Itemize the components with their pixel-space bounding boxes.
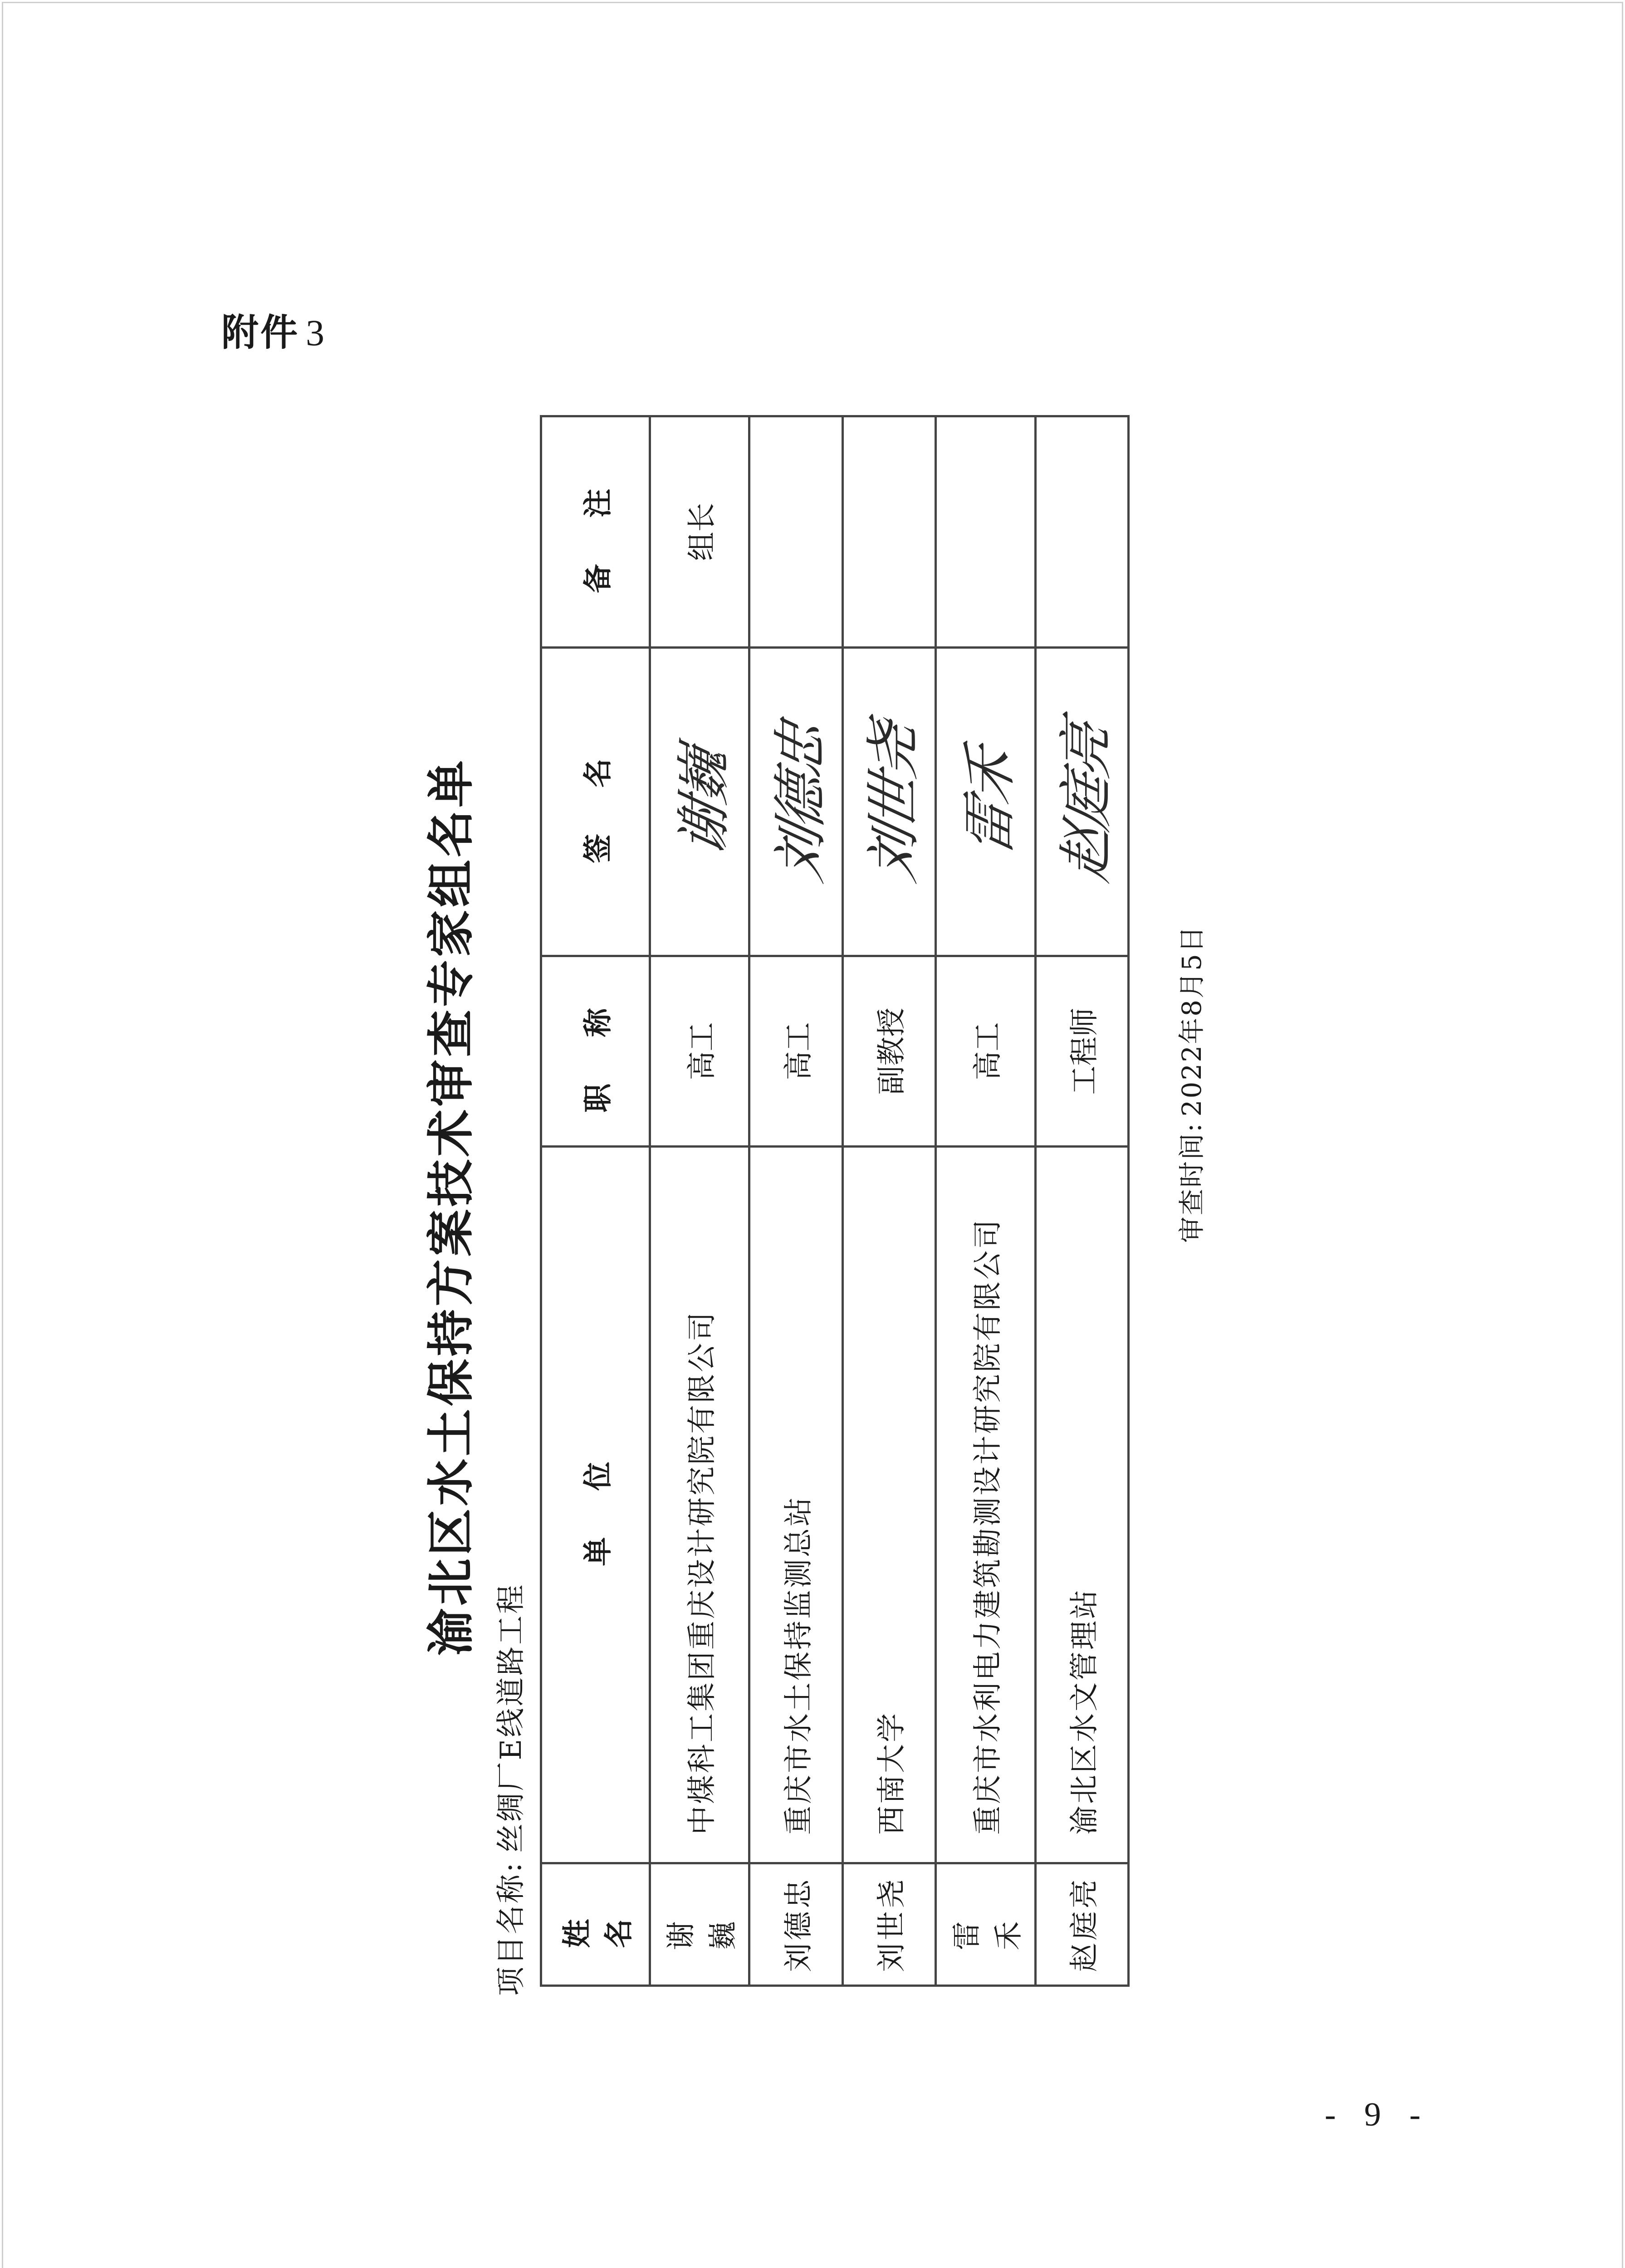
attachment-label xyxy=(221,303,326,356)
cell-signature xyxy=(842,648,935,956)
header-note: 备 注 xyxy=(541,416,650,648)
cell-unit: 中煤科工集团重庆设计研究院有限公司 xyxy=(650,1147,749,1863)
cell-title: 高工 xyxy=(749,956,842,1147)
cell-unit: 渝北区水文管理站 xyxy=(1035,1147,1128,1863)
cell-signature xyxy=(650,648,749,956)
cell-unit: 重庆市水利电力建筑勘测设计研究院有限公司 xyxy=(936,1147,1035,1863)
project-value: 丝绸厂E线道路工程 xyxy=(494,1583,528,1853)
attachment-text: 附件 xyxy=(221,311,300,354)
cell-name: 雷 禾 xyxy=(936,1863,1035,1986)
cell-title: 高工 xyxy=(936,956,1035,1147)
document-title: 渝北区水土保持方案技术审查专家组名单 xyxy=(423,758,479,1656)
table-header-row xyxy=(541,416,650,1986)
cell-unit: 西南大学 xyxy=(842,1147,935,1863)
review-date xyxy=(1170,925,1209,1243)
cell-title: 高工 xyxy=(650,956,749,1147)
cell-name: 赵庭亮 xyxy=(1035,1863,1128,1986)
cell-note xyxy=(842,416,935,648)
table-row xyxy=(749,416,842,1986)
table-row xyxy=(842,416,935,1986)
header-signature: 签 名 xyxy=(541,648,650,956)
handwritten-signature: 雷禾 xyxy=(959,744,1022,861)
cell-note xyxy=(749,416,842,648)
rotated-roster-block xyxy=(390,399,1243,2014)
table-row xyxy=(936,416,1035,1986)
handwritten-signature: 赵庭亮 xyxy=(1055,718,1118,887)
handwritten-signature: 谢巍 xyxy=(673,744,736,861)
handwritten-signature: 刘世尧 xyxy=(862,718,925,887)
page-number: - 9 - xyxy=(1325,2096,1431,2133)
cell-signature xyxy=(936,648,1035,956)
header-name: 姓 名 xyxy=(541,1863,650,1986)
cell-note: 组长 xyxy=(650,416,749,648)
cell-note xyxy=(936,416,1035,648)
header-unit: 单 位 xyxy=(541,1147,650,1863)
cell-title: 副教授 xyxy=(842,956,935,1147)
project-label: 项目名称: xyxy=(494,1861,528,1996)
cell-signature xyxy=(1035,648,1128,956)
attachment-number: 3 xyxy=(306,312,327,353)
cell-name: 谢 巍 xyxy=(650,1863,749,1986)
project-line xyxy=(488,1583,529,1996)
review-date-label: 审查时间: xyxy=(1176,1122,1207,1243)
handwritten-signature: 刘德忠 xyxy=(769,718,832,887)
cell-name: 刘德忠 xyxy=(749,1863,842,1986)
table-row xyxy=(650,416,749,1986)
table-row xyxy=(1035,416,1128,1986)
expert-roster-table xyxy=(540,415,1130,1987)
cell-signature xyxy=(749,648,842,956)
cell-title: 工程师 xyxy=(1035,956,1128,1147)
cell-name: 刘世尧 xyxy=(842,1863,935,1986)
header-title: 职 称 xyxy=(541,956,650,1147)
cell-unit: 重庆市水土保持监测总站 xyxy=(749,1147,842,1863)
cell-note xyxy=(1035,416,1128,648)
review-date-value: 2022年8月5日 xyxy=(1176,925,1207,1117)
